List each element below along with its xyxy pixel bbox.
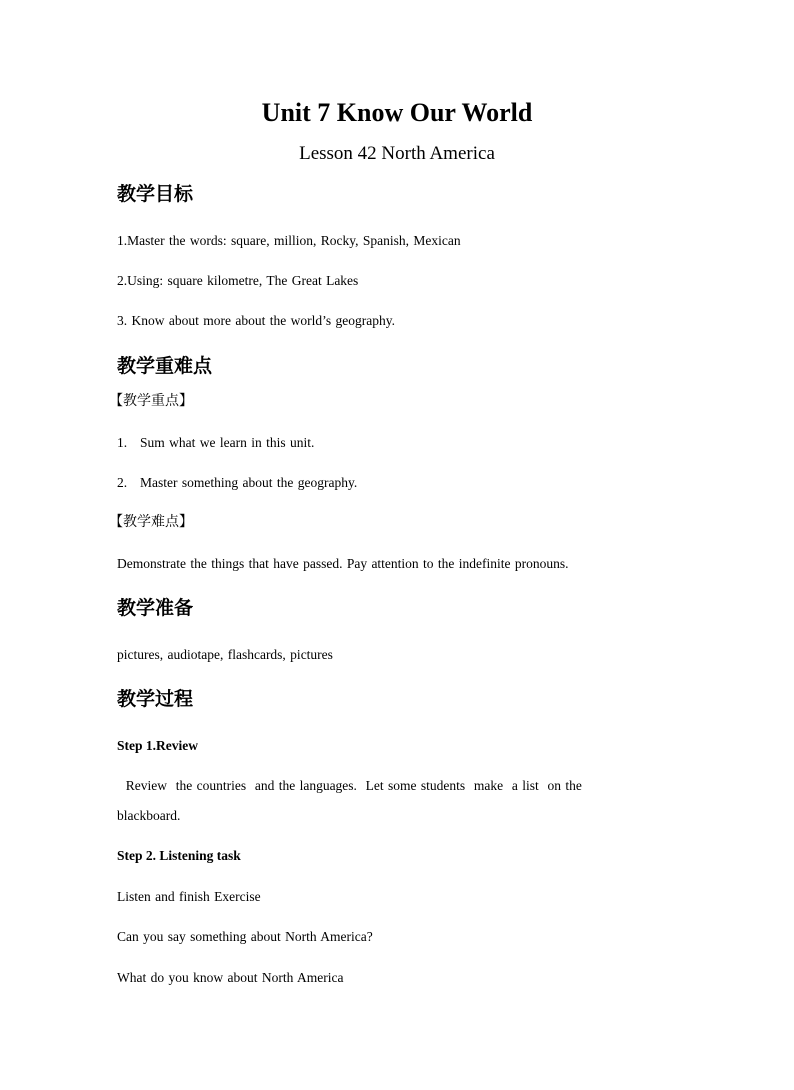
page-title: Unit 7 Know Our World bbox=[261, 98, 533, 127]
key-points-heading: 教学重难点 bbox=[117, 355, 213, 377]
step-1-line-1: Review the countries and the languages. Let some students make a list on the bbox=[117, 778, 582, 793]
lesson-subtitle: Lesson 42 North America bbox=[299, 143, 495, 164]
objectives-heading: 教学目标 bbox=[117, 183, 194, 205]
preparation-heading: 教学准备 bbox=[117, 597, 194, 619]
objective-item-2: 2.Using: square kilometre, The Great Lakes bbox=[117, 273, 359, 288]
focus-item-1 bbox=[117, 434, 314, 452]
step-2-line-2: Can you say something about North America? bbox=[117, 929, 373, 944]
step-1-title: Step 1.Review bbox=[117, 738, 198, 753]
objective-item-1: 1.Master the words: square, million, Rocky, Spanish, Mexican bbox=[117, 233, 461, 248]
focus-item-2 bbox=[117, 474, 357, 492]
difficulty-label: 【教学难点】 bbox=[109, 514, 193, 530]
process-heading: 教学过程 bbox=[117, 688, 194, 710]
focus-item-text: Master something about the geography. bbox=[140, 475, 358, 490]
focus-item-number: 1. bbox=[117, 435, 128, 450]
focus-item-number: 2. bbox=[117, 475, 128, 490]
difficulty-text: Demonstrate the things that have passed. Pay attention to the indefinite pronouns. bbox=[117, 556, 569, 571]
step-2-title: Step 2. Listening task bbox=[117, 848, 241, 863]
focus-item-text: Sum what we learn in this unit. bbox=[140, 435, 315, 450]
focus-label: 【教学重点】 bbox=[109, 393, 193, 409]
step-2-line-1: Listen and finish Exercise bbox=[117, 889, 261, 904]
step-2-line-3: What do you know about North America bbox=[117, 970, 344, 985]
step-1-line-2: blackboard. bbox=[117, 808, 181, 823]
objective-item-3: 3. Know about more about the world’s geography. bbox=[117, 313, 395, 328]
preparation-text: pictures, audiotape, flashcards, pictures bbox=[117, 647, 333, 662]
